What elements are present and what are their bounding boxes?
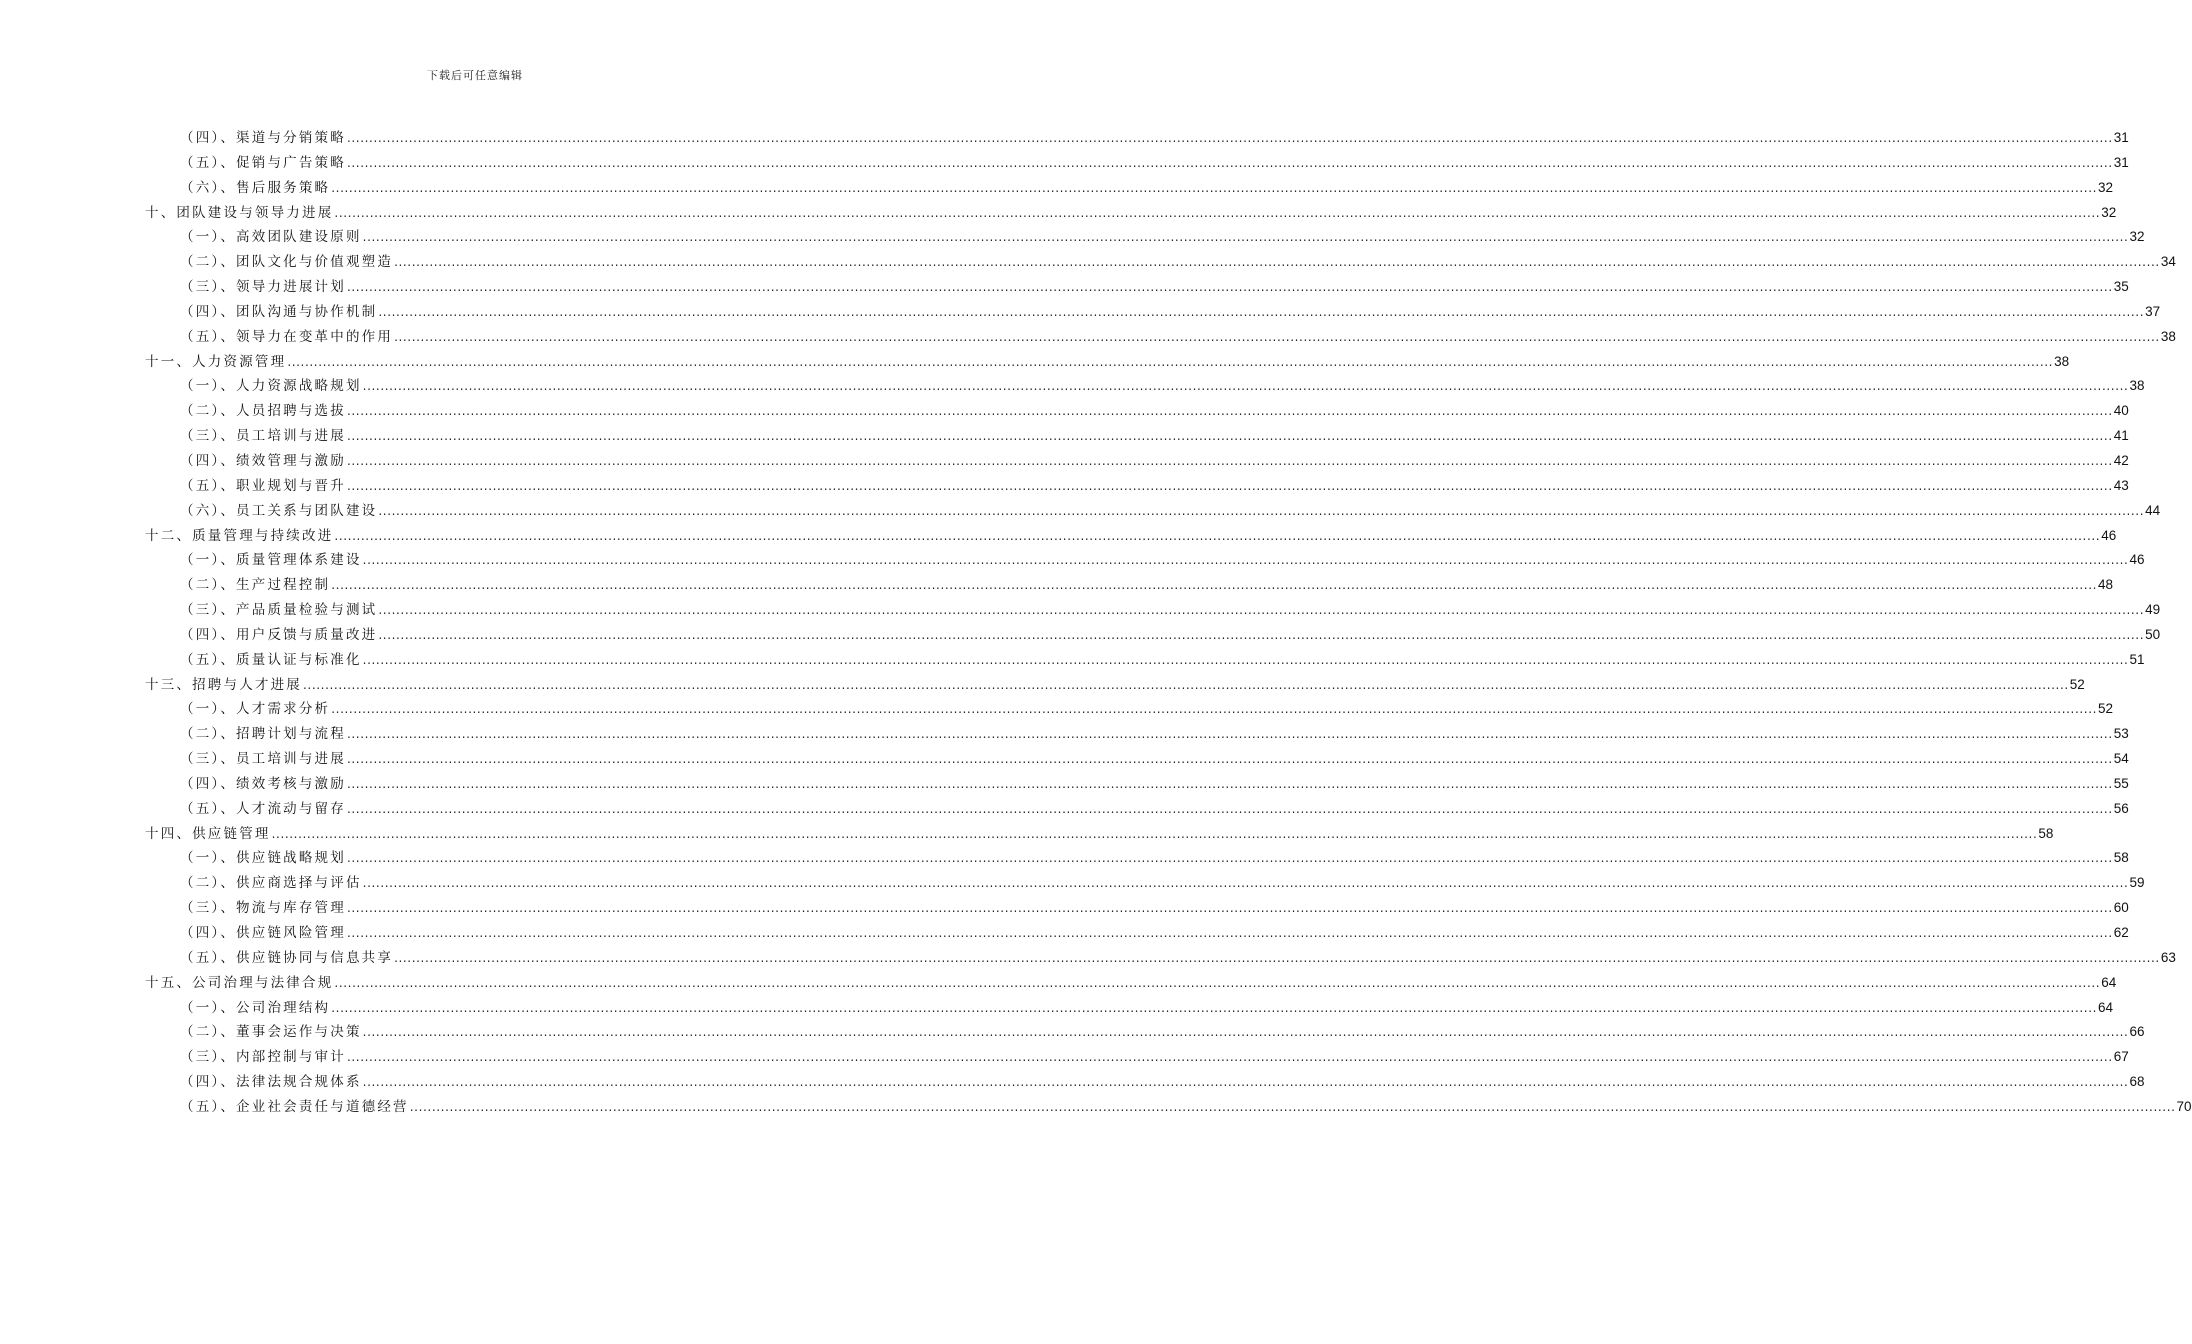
toc-entry-title: （四）、团队沟通与协作机制 [180,303,378,320]
toc-dot-leader: ................................................................................................................................................................................................................................................................................................................................................................................................................ [331,578,2098,593]
toc-page-number: 52 [2069,676,2085,692]
toc-dot-leader: ................................................................................................................................................................................................................................................................................................................................................................................................................ [334,975,2101,990]
toc-page-number: 31 [2113,154,2129,170]
toc-dot-leader: ................................................................................................................................................................................................................................................................................................................................................................................................................ [362,652,2129,667]
toc-section-entry[interactable] [145,772,2129,797]
toc-dot-leader: ................................................................................................................................................................................................................................................................................................................................................................................................................ [346,776,2113,791]
toc-entry-title: （三）、内部控制与审计 [180,1049,346,1066]
toc-section-entry[interactable] [145,573,2114,598]
toc-entry-title: 十三、招聘与人才进展 [145,676,302,693]
toc-dot-leader: ................................................................................................................................................................................................................................................................................................................................................................................................................ [378,627,2145,642]
toc-page-number: 34 [2160,254,2176,270]
toc-page-number: 49 [2145,602,2161,618]
toc-dot-leader: ................................................................................................................................................................................................................................................................................................................................................................................................................ [362,553,2129,568]
toc-entry-title: （二）、人员招聘与选拔 [180,403,346,420]
toc-section-entry[interactable] [145,399,2129,424]
toc-page-number: 51 [2129,651,2145,667]
toc-section-entry[interactable] [145,697,2114,722]
toc-dot-leader: ................................................................................................................................................................................................................................................................................................................................................................................................................ [378,603,2145,618]
toc-chapter-entry[interactable] [145,524,2117,549]
toc-section-entry[interactable] [145,126,2129,151]
toc-entry-title: （四）、法律法规合规体系 [180,1074,362,1091]
toc-section-entry[interactable] [145,499,2161,524]
toc-page-number: 70 [2176,1098,2192,1114]
toc-dot-leader: ................................................................................................................................................................................................................................................................................................................................................................................................................ [346,901,2113,916]
toc-section-entry[interactable] [145,1070,2145,1095]
toc-page-number: 53 [2113,726,2129,742]
toc-dot-leader: ................................................................................................................................................................................................................................................................................................................................................................................................................ [346,131,2113,145]
toc-dot-leader: ................................................................................................................................................................................................................................................................................................................................................................................................................ [362,876,2129,891]
toc-entry-title: （五）、供应链协同与信息共享 [180,949,394,966]
toc-entry-title: （一）、人才需求分析 [180,701,331,718]
toc-section-entry[interactable] [145,374,2145,399]
toc-section-entry[interactable] [145,300,2161,325]
toc-entry-title: 十四、供应链管理 [145,825,271,842]
toc-section-entry[interactable] [145,896,2129,921]
toc-section-entry[interactable] [145,623,2161,648]
toc-page-number: 38 [2129,378,2145,394]
toc-section-entry[interactable] [145,1020,2145,1045]
table-of-contents [145,126,2192,1120]
toc-chapter-entry[interactable] [145,201,2117,226]
toc-chapter-entry[interactable] [145,673,2085,698]
toc-dot-leader: ................................................................................................................................................................................................................................................................................................................................................................................................................ [409,1099,2176,1114]
page-header: 下载后可任意编辑 [427,69,523,82]
toc-page-number: 56 [2113,800,2129,816]
toc-entry-title: （二）、团队文化与价值观塑造 [180,254,394,271]
toc-section-entry[interactable] [145,474,2129,499]
toc-section-entry[interactable] [145,598,2161,623]
toc-page-number: 37 [2145,303,2161,319]
toc-section-entry[interactable] [145,747,2129,772]
toc-dot-leader: ................................................................................................................................................................................................................................................................................................................................................................................................................ [346,429,2113,444]
toc-section-entry[interactable] [145,225,2145,250]
toc-section-entry[interactable] [145,424,2129,449]
toc-page-number: 42 [2113,452,2129,468]
toc-page-number: 58 [2038,825,2054,841]
toc-entry-title: （三）、领导力进展计划 [180,279,346,296]
toc-section-entry[interactable] [145,151,2129,176]
toc-page-number: 55 [2113,775,2129,791]
toc-page-number: 59 [2129,875,2145,891]
toc-section-entry[interactable] [145,871,2145,896]
toc-entry-title: （五）、人才流动与留存 [180,800,346,817]
toc-chapter-entry[interactable] [145,350,2070,375]
toc-page-number: 64 [2101,974,2117,990]
toc-entry-title: （一）、供应链战略规划 [180,850,346,867]
toc-entry-title: 十、团队建设与领导力进展 [145,204,334,221]
toc-entry-title: 十五、公司治理与法律合规 [145,974,334,991]
toc-section-entry[interactable] [145,176,2114,201]
toc-entry-title: （一）、人力资源战略规划 [180,378,362,395]
toc-entry-title: （四）、供应链风险管理 [180,925,346,941]
toc-entry-title: （五）、领导力在变革中的作用 [180,328,394,345]
toc-dot-leader: ................................................................................................................................................................................................................................................................................................................................................................................................................ [331,702,2098,717]
toc-dot-leader: ................................................................................................................................................................................................................................................................................................................................................................................................................ [394,329,2160,344]
toc-dot-leader: ................................................................................................................................................................................................................................................................................................................................................................................................................ [346,1050,2113,1065]
toc-page-number: 31 [2113,130,2129,145]
toc-entry-title: （五）、企业社会责任与道德经营 [180,1098,409,1115]
toc-section-entry[interactable] [145,1095,2192,1120]
toc-dot-leader: ................................................................................................................................................................................................................................................................................................................................................................................................................ [334,205,2101,220]
toc-page-number: 54 [2113,751,2129,767]
toc-dot-leader: ................................................................................................................................................................................................................................................................................................................................................................................................................ [394,255,2160,270]
toc-section-entry[interactable] [145,548,2145,573]
toc-dot-leader: ................................................................................................................................................................................................................................................................................................................................................................................................................ [346,926,2113,940]
toc-section-entry[interactable] [145,846,2129,871]
toc-page-number: 66 [2129,1024,2145,1040]
toc-page-number: 63 [2160,949,2176,965]
toc-entry-title: （三）、员工培训与进展 [180,428,346,445]
toc-section-entry[interactable] [145,648,2145,673]
toc-chapter-entry[interactable] [145,971,2117,996]
toc-chapter-entry[interactable] [145,822,2054,847]
toc-entry-title: （一）、公司治理结构 [180,999,331,1016]
toc-page-number: 50 [2145,626,2161,642]
toc-dot-leader: ................................................................................................................................................................................................................................................................................................................................................................................................................ [346,801,2113,816]
toc-entry-title: （二）、生产过程控制 [180,577,331,594]
toc-dot-leader: ................................................................................................................................................................................................................................................................................................................................................................................................................ [346,453,2113,468]
toc-dot-leader: ................................................................................................................................................................................................................................................................................................................................................................................................................ [346,155,2113,170]
toc-dot-leader: ................................................................................................................................................................................................................................................................................................................................................................................................................ [346,404,2113,419]
toc-page-number: 64 [2098,999,2114,1015]
toc-page-number: 40 [2113,403,2129,419]
toc-page-number: 60 [2113,900,2129,916]
toc-section-entry[interactable] [145,325,2176,350]
toc-dot-leader: ................................................................................................................................................................................................................................................................................................................................................................................................................ [346,280,2113,295]
toc-entry-title: （三）、员工培训与进展 [180,751,346,768]
toc-page-number: 67 [2113,1049,2129,1065]
toc-entry-title: （五）、职业规划与晋升 [180,477,346,494]
toc-section-entry[interactable] [145,722,2129,747]
toc-dot-leader: ................................................................................................................................................................................................................................................................................................................................................................................................................ [346,851,2113,866]
toc-dot-leader: ................................................................................................................................................................................................................................................................................................................................................................................................................ [362,230,2129,245]
toc-page-number: 46 [2129,552,2145,568]
toc-page-number: 32 [2098,179,2114,195]
toc-page-number: 62 [2113,925,2129,940]
toc-dot-leader: ................................................................................................................................................................................................................................................................................................................................................................................................................ [346,752,2113,767]
toc-dot-leader: ................................................................................................................................................................................................................................................................................................................................................................................................................ [362,1025,2129,1040]
toc-entry-title: （四）、绩效考核与激励 [180,775,346,792]
toc-page-number: 58 [2113,850,2129,866]
toc-dot-leader: ................................................................................................................................................................................................................................................................................................................................................................................................................ [346,478,2113,493]
toc-dot-leader: ................................................................................................................................................................................................................................................................................................................................................................................................................ [346,727,2113,742]
toc-section-entry[interactable] [145,449,2129,474]
toc-entry-title: （五）、促销与广告策略 [180,154,346,171]
toc-entry-title: （五）、质量认证与标准化 [180,651,362,668]
toc-dot-leader: ................................................................................................................................................................................................................................................................................................................................................................................................................ [331,1000,2098,1015]
toc-entry-title: 十二、质量管理与持续改进 [145,527,334,544]
toc-dot-leader: ................................................................................................................................................................................................................................................................................................................................................................................................................ [271,826,2038,841]
toc-entry-title: （二）、供应商选择与评估 [180,875,362,892]
toc-entry-title: （六）、员工关系与团队建设 [180,502,378,519]
toc-section-entry[interactable] [145,946,2176,971]
toc-entry-title: 十一、人力资源管理 [145,353,287,370]
toc-entry-title: （二）、董事会运作与决策 [180,1024,362,1041]
toc-page-number: 41 [2113,428,2129,444]
toc-dot-leader: ................................................................................................................................................................................................................................................................................................................................................................................................................ [287,354,2054,369]
toc-entry-title: （三）、产品质量检验与测试 [180,602,378,619]
toc-page-number: 32 [2101,204,2117,220]
toc-section-entry[interactable] [145,996,2114,1021]
toc-page-number: 35 [2113,279,2129,295]
toc-section-entry[interactable] [145,275,2129,300]
toc-page-number: 48 [2098,577,2114,593]
toc-page-number: 44 [2145,502,2161,518]
toc-dot-leader: ................................................................................................................................................................................................................................................................................................................................................................................................................ [331,180,2098,195]
toc-page-number: 43 [2113,477,2129,493]
toc-entry-title: （四）、渠道与分销策略 [180,130,346,146]
toc-page-number: 52 [2098,701,2114,717]
toc-dot-leader: ................................................................................................................................................................................................................................................................................................................................................................................................................ [362,379,2129,394]
toc-dot-leader: ................................................................................................................................................................................................................................................................................................................................................................................................................ [334,528,2101,543]
toc-page-number: 32 [2129,229,2145,245]
toc-page-number: 38 [2160,328,2176,344]
toc-entry-title: （一）、质量管理体系建设 [180,552,362,569]
toc-section-entry[interactable] [145,1045,2129,1070]
toc-dot-leader: ................................................................................................................................................................................................................................................................................................................................................................................................................ [362,1075,2129,1090]
toc-page-number: 38 [2054,353,2070,369]
toc-entry-title: （三）、物流与库存管理 [180,900,346,917]
toc-page-number: 46 [2101,527,2117,543]
toc-dot-leader: ................................................................................................................................................................................................................................................................................................................................................................................................................ [394,950,2160,965]
toc-entry-title: （四）、绩效管理与激励 [180,452,346,469]
toc-section-entry[interactable] [145,921,2129,946]
toc-entry-title: （一）、高效团队建设原则 [180,229,362,246]
toc-dot-leader: ................................................................................................................................................................................................................................................................................................................................................................................................................ [303,677,2069,692]
toc-entry-title: （四）、用户反馈与质量改进 [180,626,378,643]
toc-section-entry[interactable] [145,797,2129,822]
toc-section-entry[interactable] [145,250,2176,275]
toc-entry-title: （二）、招聘计划与流程 [180,726,346,743]
toc-entry-title: （六）、售后服务策略 [180,179,331,196]
toc-page-number: 68 [2129,1074,2145,1090]
toc-dot-leader: ................................................................................................................................................................................................................................................................................................................................................................................................................ [378,503,2145,518]
toc-dot-leader: ................................................................................................................................................................................................................................................................................................................................................................................................................ [378,304,2145,319]
